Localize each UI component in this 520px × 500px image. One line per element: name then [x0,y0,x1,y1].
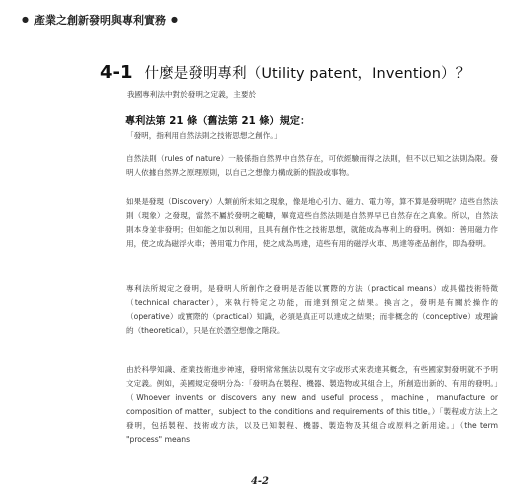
paragraph-practical-means: 專利法所規定之發明，是發明人所創作之發明是否能以實際的方法（practical means）或具備技術特徵（technical character），來執行特定之功能，而達到預定之結果。換言之，發明是有關於操作的（operative）或實際的（practical）知識，必須是真正可以達成之結果；而非概念的（conceptive）或理論的（theoretical），只是在於憑空想像之階段。 [126,284,498,335]
section-heading [100,62,500,83]
page-number: 4-2 [250,476,270,487]
intro-text: 我國專利法中對於發明之定義，主要於 [127,90,257,99]
section-title: 什麼是發明專利（Utility patent，Invention）？ [144,66,471,82]
section-number: 4-1 [100,62,133,83]
paragraph-rules-of-nature: 自然法則（rules of nature）一般係指自然界中自然存在，可依經驗而得之法則，但不以已知之法則為限。發明人依據自然界之原理原則，以自己之想像力構成新的假設或事物。 [126,154,498,177]
paragraph-us-definition: 由於科學知識、產業技術進步神速，發明常常無法以現有文字或形式來表達其概念，有些國家對發明就不予明文定義。例如，美國規定發明分為：「發明為在製程、機器、製造物或其組合上，所創造出新的、有用的發明。」（Whoever invents or discovers any new and useful process，machine，manufacture or composition of matter，subject to the conditions and requirements of this title。）「製程或方法上之發明，包括製程、技術或方法，以及已知製程、機器、製造物及其組合或原料之新用途。」（the term "process" means [126,365,498,444]
paragraph-discovery: 如果是發現（Discovery）人類前所未知之現象，像是地心引力、磁力、電力等，算不算是發明呢？這些自然法則（現象）之發現，當然不屬於發明之範疇，畢竟這些自然法則是自然界早已自然存在之真象。所以，自然法則本身並非發明；但如能之加以利用，且具有創作性之技術思想，就能成為專利上的發明。例如：善用磁力作用，使之成為磁浮火車；善用電力作用，使之成為馬達，這些有用的磁浮火車、馬達等產品創作，即為發明。 [126,197,498,248]
running-header-title: 產業之創新發明與專利實務 [33,14,166,27]
definition-quote: 「發明，指利用自然法則之技術思想之創作。」 [126,131,282,140]
header-bullet-right: ● [170,15,178,24]
header-bullet-left: ● [22,15,29,24]
running-header [22,12,178,28]
article-subheading: 專利法第 21 條（舊法第 21 條）規定： [125,116,311,127]
